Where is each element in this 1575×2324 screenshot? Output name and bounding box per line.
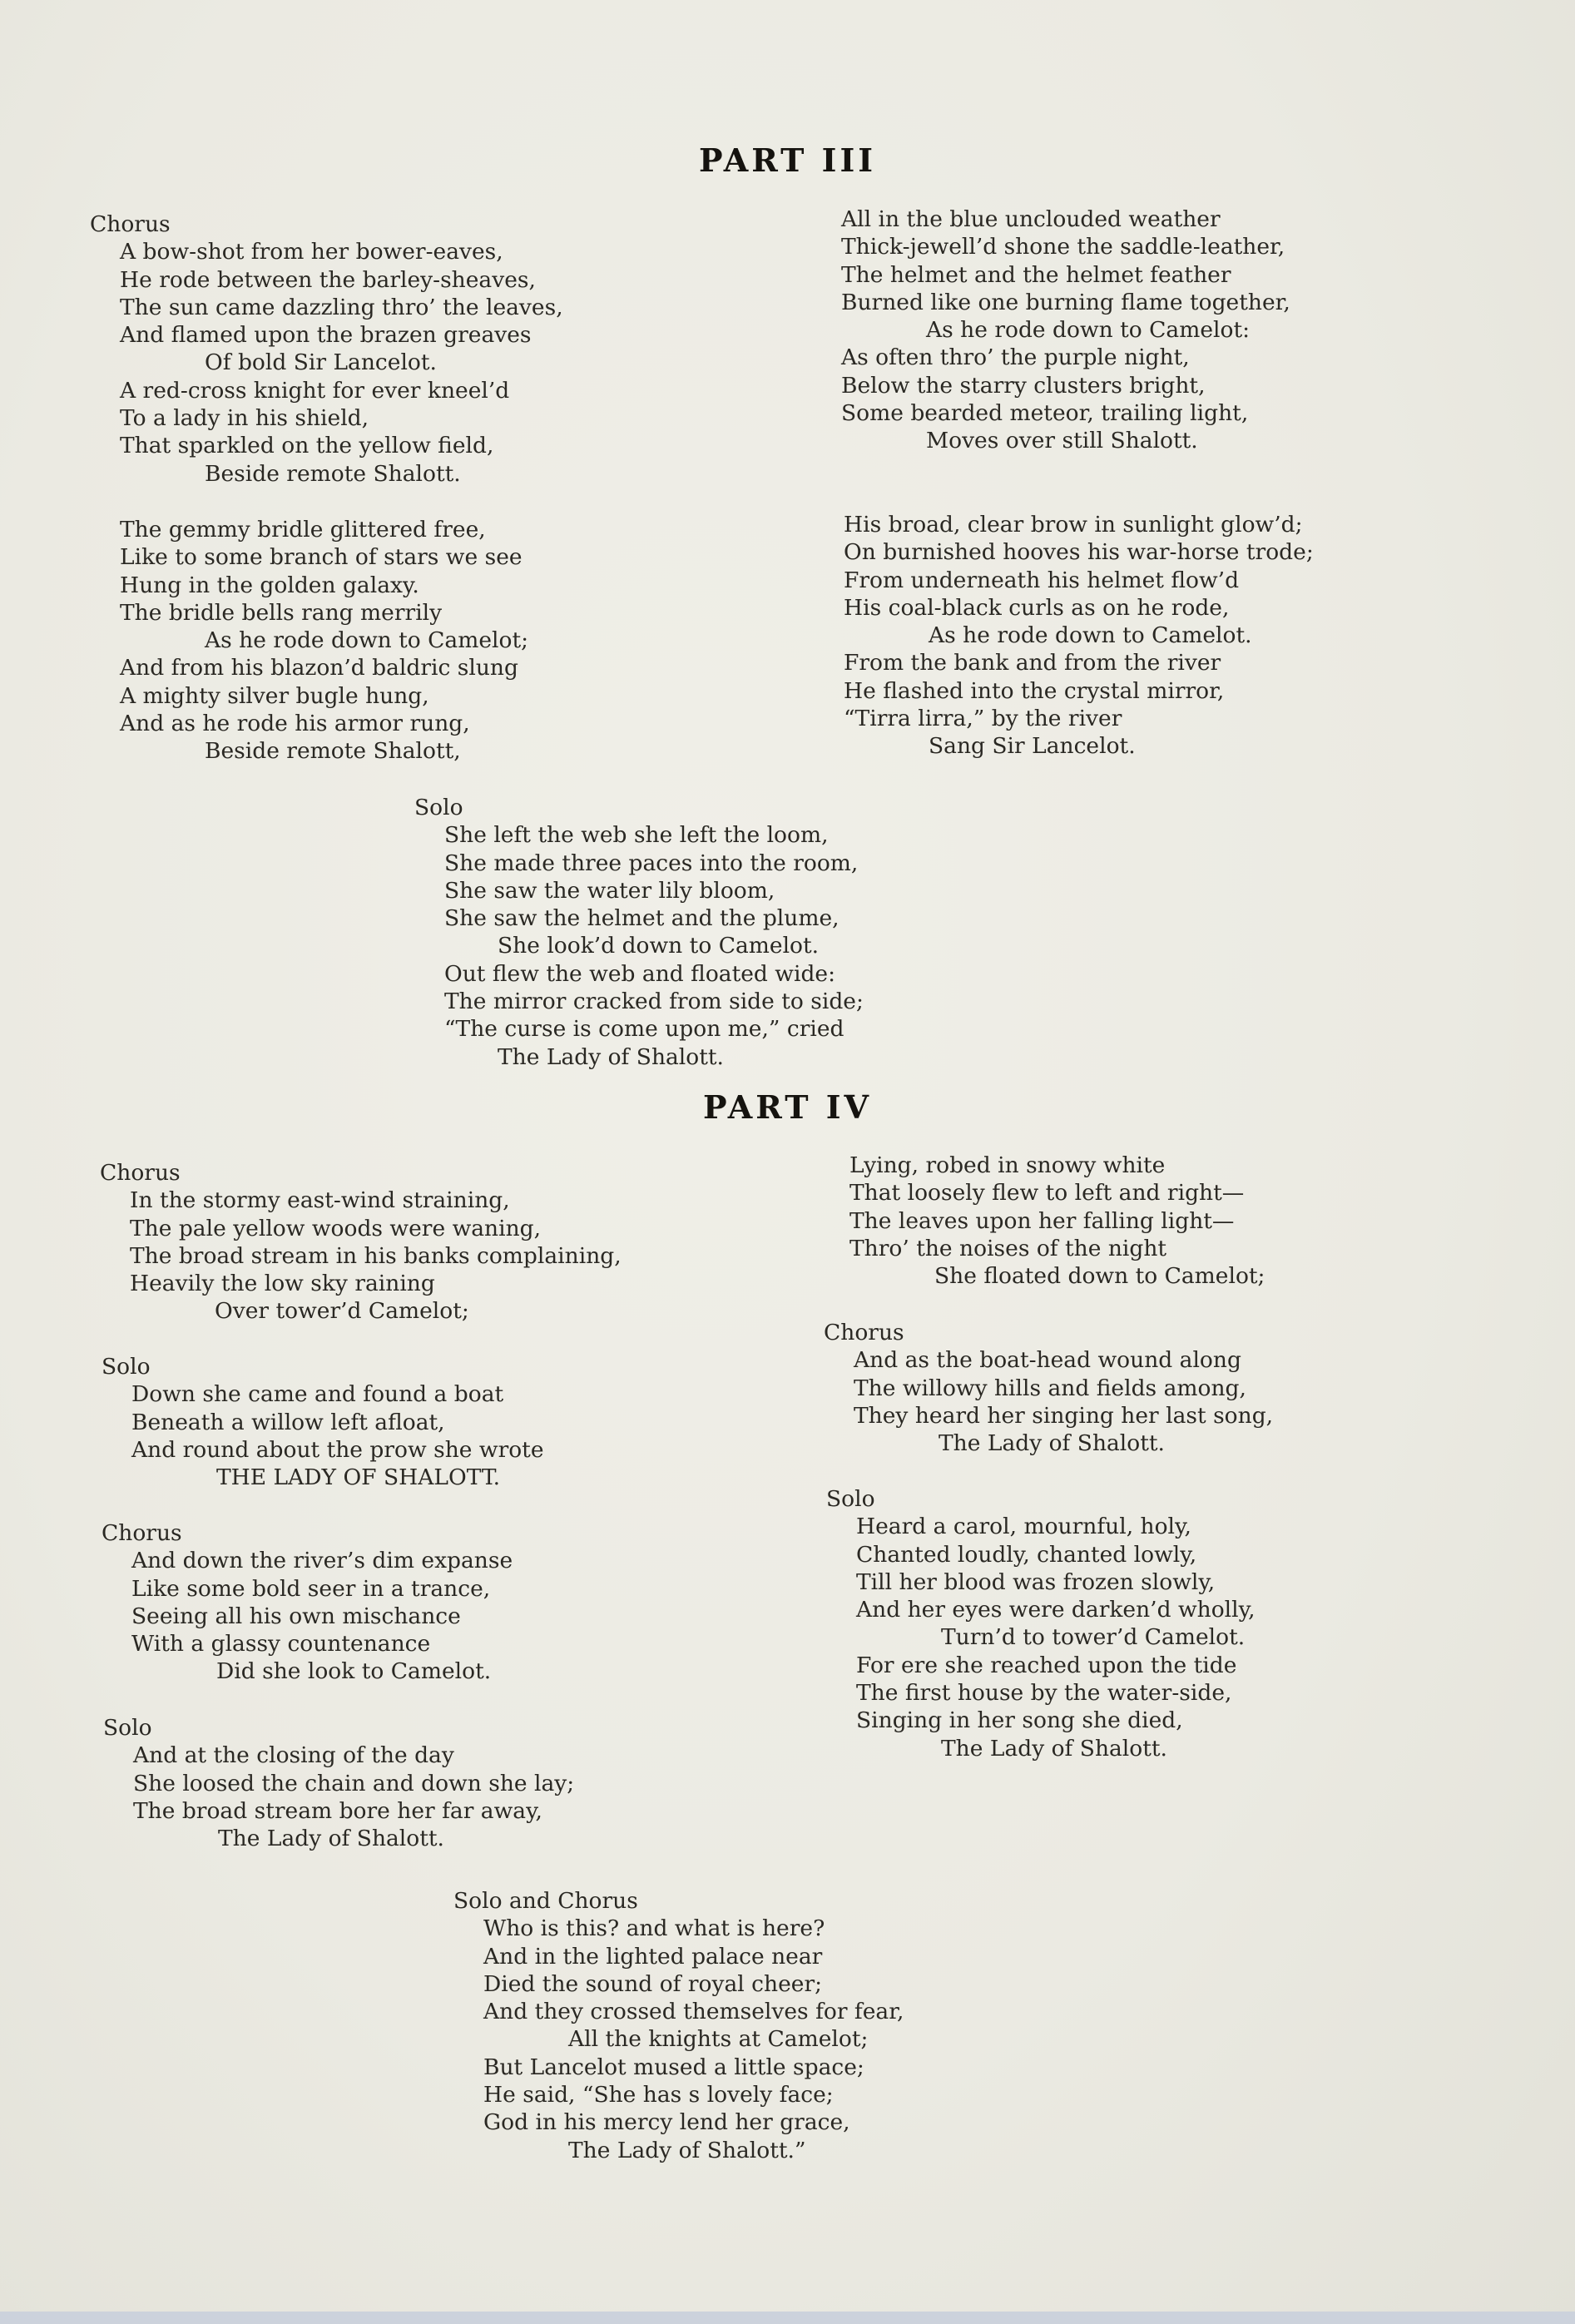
verse-line: Some bearded meteor, trailing light, (841, 400, 1249, 427)
verse-line: He rode between the barley-sheaves, (120, 266, 536, 293)
stanza-label: Chorus (824, 1320, 904, 1345)
verse-line: That loosely flew to left and right— (849, 1180, 1245, 1207)
part-iv-stanza (102, 1353, 544, 1491)
verse-line: Who is this? and what is here? (483, 1915, 825, 1942)
refrain-line: The Lady of Shalott. (941, 1735, 1167, 1762)
scan-edge (0, 2312, 1575, 2324)
verse-line: Thick-jewell’d shone the saddle-leather, (841, 234, 1285, 260)
part-iii-stanza (811, 206, 1290, 455)
verse-line: She loosed the chain and down she lay; (133, 1770, 575, 1796)
verse-line: The helmet and the helmet feather (841, 261, 1231, 288)
verse-line: From the bank and from the river (844, 650, 1221, 676)
verse-line: Seeing all his own mischance (131, 1603, 461, 1629)
part-iv-stanza (103, 1714, 574, 1852)
verse-line: “The curse is come upon me,” cried (444, 1016, 844, 1043)
verse-line: She left the web she left the loom, (444, 822, 829, 849)
stanza-label: Chorus (102, 1520, 182, 1546)
refrain-line: THE LADY OF SHALOTT. (216, 1464, 501, 1491)
verse-line: Like to some branch of stars we see (120, 544, 523, 571)
refrain-line: Sang Sir Lancelot. (929, 733, 1136, 760)
verse-line: And in the lighted palace near (483, 1943, 823, 1970)
verse-line: And as the boat-head wound along (854, 1347, 1241, 1374)
part-iii-heading: PART III (698, 141, 877, 179)
part-iv-stanza (826, 1485, 1256, 1762)
verse-line: And flamed upon the brazen greaves (120, 322, 532, 349)
part-iv-stanza (820, 1152, 1265, 1290)
verse-line: Below the starry clusters bright, (841, 372, 1206, 399)
verse-line: Till her blood was frozen slowly, (856, 1568, 1216, 1595)
verse-line: They heard her singing her last song, (854, 1402, 1274, 1429)
verse-line: On burnished hooves his war-horse trode; (844, 539, 1314, 566)
part-iv-stanza (102, 1519, 513, 1686)
verse-line: He said, “She has s lovely face; (483, 2082, 834, 2108)
verse-line: She saw the water lily bloom, (444, 877, 775, 904)
verse-line: To a lady in his shield, (120, 405, 369, 432)
verse-line: She saw the helmet and the plume, (444, 905, 840, 932)
verse-line: “Tirra lirra,” by the river (844, 706, 1122, 732)
verse-line: And at the closing of the day (133, 1742, 454, 1769)
refrain-line: The Lady of Shalott. (218, 1826, 444, 1852)
verse-line: A red-cross knight for ever kneel’d (120, 377, 510, 404)
refrain-line: The Lady of Shalott. (498, 1043, 724, 1070)
verse-line: Beneath a willow left afloat, (131, 1409, 445, 1435)
stanza-label: Chorus (100, 1160, 181, 1186)
verse-line: And her eyes were darken’d wholly, (856, 1597, 1256, 1623)
verse-line: God in his mercy lend her grace, (483, 2109, 850, 2136)
verse-line: Hung in the golden galaxy. (120, 572, 419, 598)
refrain-line: Beside remote Shalott, (205, 738, 461, 765)
refrain-line: Did she look to Camelot. (216, 1658, 492, 1685)
verse-line: His broad, clear brow in sunlight glow’d; (844, 512, 1303, 538)
verse-line: The bridle bells rang merrily (120, 599, 443, 626)
refrain-line: The Lady of Shalott.” (568, 2137, 806, 2163)
verse-line: The mirror cracked from side to side; (444, 989, 864, 1015)
stanza-label: Solo (102, 1354, 151, 1380)
refrain-line: She look’d down to Camelot. (498, 933, 820, 959)
verse-line: The pale yellow woods were waning, (130, 1215, 542, 1241)
part-iii-stanza (414, 794, 864, 1071)
verse-line: The willowy hills and fields among, (854, 1375, 1246, 1401)
verse-line: The sun came dazzling thro’ the leaves, (120, 294, 563, 320)
verse-line: That sparkled on the yellow field, (120, 433, 494, 459)
verse-line: And from his blazon’d baldric slung (120, 655, 518, 681)
refrain-line: Moves over still Shalott. (926, 428, 1198, 454)
verse-line: The broad stream in his banks complaining, (130, 1242, 622, 1269)
verse-line: Died the sound of royal cheer; (483, 1970, 823, 1997)
verse-line: Thro’ the noises of the night (849, 1235, 1167, 1261)
verse-line: A mighty silver bugle hung, (120, 682, 429, 709)
part-iv-stanza (453, 1887, 904, 2164)
verse-line: The leaves upon her falling light— (849, 1207, 1235, 1234)
stanza-label: Solo (826, 1486, 875, 1512)
refrain-line: As he rode down to Camelot: (926, 317, 1251, 344)
part-iii-stanza (814, 511, 1314, 761)
verse-line: Heavily the low sky raining (130, 1271, 435, 1297)
refrain-line: Of bold Sir Lancelot. (205, 349, 437, 376)
verse-line: Heard a carol, mournful, holy, (856, 1514, 1191, 1540)
stanza-label: Chorus (90, 211, 171, 237)
verse-line: From underneath his helmet flow’d (844, 567, 1240, 593)
refrain-line: All the knights at Camelot; (568, 2026, 869, 2053)
verse-line: And as he rode his armor rung, (120, 711, 470, 737)
verse-line: All in the blue unclouded weather (841, 206, 1221, 232)
verse-line: For ere she reached upon the tide (856, 1652, 1237, 1678)
verse-line: Out flew the web and floated wide: (444, 960, 836, 987)
verse-line: She made three paces into the room, (444, 850, 859, 876)
verse-line: Singing in her song she died, (856, 1707, 1183, 1734)
verse-line: His coal-black curls as on he rode, (844, 594, 1230, 621)
verse-line: Down she came and found a boat (131, 1381, 504, 1408)
verse-line: Lying, robed in snowy white (849, 1152, 1166, 1178)
refrain-line: As he rode down to Camelot. (929, 622, 1252, 649)
verse-line: The broad stream bore her far away, (133, 1797, 542, 1824)
verse-line: In the stormy east-wind straining, (130, 1187, 510, 1214)
refrain-line: As he rode down to Camelot; (205, 627, 529, 654)
refrain-line: Beside remote Shalott. (205, 460, 461, 487)
part-iv-heading: PART IV (703, 1088, 872, 1126)
refrain-line: She floated down to Camelot; (934, 1263, 1265, 1290)
part-iv-stanza (100, 1159, 622, 1326)
verse-line: With a glassy countenance (131, 1631, 431, 1658)
verse-line: And down the river’s dim expanse (131, 1548, 513, 1574)
verse-line: He flashed into the crystal mirror, (844, 677, 1225, 704)
refrain-line: Turn’d to tower’d Camelot. (941, 1624, 1246, 1651)
verse-line: Chanted loudly, chanted lowly, (856, 1541, 1197, 1568)
verse-line: But Lancelot mused a little space; (483, 2054, 864, 2080)
verse-line: Burned like one burning flame together, (841, 289, 1290, 315)
verse-line: The gemmy bridle glittered free, (120, 517, 486, 543)
stanza-label: Solo (414, 795, 463, 820)
verse-line: And they crossed themselves for fear, (483, 1999, 904, 2025)
part-iii-stanza (90, 516, 528, 766)
refrain-line: The Lady of Shalott. (939, 1430, 1165, 1457)
verse-line: The first house by the water-side, (856, 1680, 1232, 1707)
verse-line: And round about the prow she wrote (131, 1436, 544, 1463)
verse-line: A bow-shot from her bower-eaves, (120, 239, 503, 265)
stanza-label: Solo (103, 1715, 152, 1741)
refrain-line: Over tower’d Camelot; (215, 1298, 469, 1325)
stanza-label: Solo and Chorus (453, 1888, 638, 1914)
verse-line: Like some bold seer in a trance, (131, 1575, 491, 1602)
part-iv-stanza (824, 1319, 1273, 1457)
verse-line: As often thro’ the purple night, (841, 344, 1190, 371)
part-iii-stanza (90, 211, 563, 488)
